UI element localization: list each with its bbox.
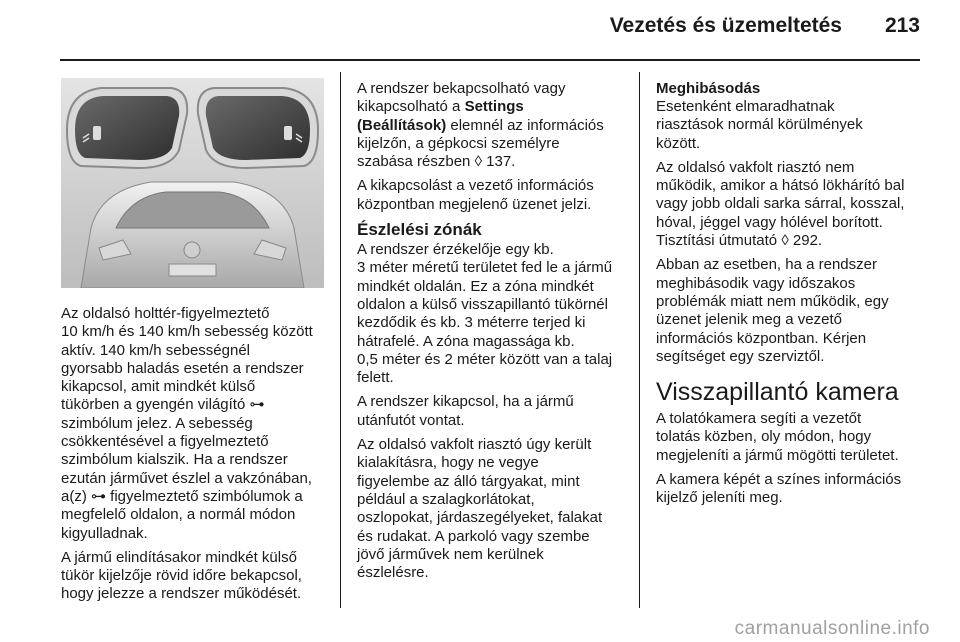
settings-menu-label-hu: (Beállítások) xyxy=(357,116,447,134)
settings-menu-label: Settings xyxy=(464,98,524,116)
header-divider xyxy=(60,59,920,61)
page-number: 213 xyxy=(884,14,920,37)
paragraph: A kamera képét a színes információs kijelző jeleníti meg. xyxy=(656,471,902,507)
column-1 xyxy=(61,305,331,610)
paragraph: Az oldalsó vakfolt riasztó nem működik, amikor a hátsó lökhárító bal vagy jobb oldali sarka sárral, kosszal, hóval, jéggel vagy hólével borított. Tisztítási útmutató ◊ 292. xyxy=(656,158,905,250)
paragraph: A rendszer érzékelője egy kb. 3 méter méretű területet fed le a jármű mindkét oldalán. Ez a zóna mindkét oldalon a külső visszapillantó tükörnél kezdődik és kb. 3 méterre terjed ki hátrafelé. A zóna magassága kb. 0,5 méter és 2 méter között van a talaj felett. xyxy=(357,241,613,387)
paragraph: A tolatókamera segíti a vezetőt tolatás közben, oly módon, hogy megjeleníti a jármű mögötti területet. xyxy=(656,410,899,464)
paragraph: Az oldalsó vakfolt riasztó úgy került kialakításra, hogy ne vegye figyelembe az álló tárgyakat, mint például a szalagkorlátokat, oszlopokat, járdaszegélyeket, falakat és rudakat. A parkoló vagy szembe jövő járművek nem kerülnek észlelésre. xyxy=(357,436,603,582)
subheading-malfunction: Meghibásodás xyxy=(656,80,761,97)
paragraph: Esetenként elmaradhatnak riasztások normál körülmények között. xyxy=(656,98,863,152)
paragraph: Abban az esetben, ha a rendszer meghibásodik vagy időszakos problémák miatt nem működik, egy üzenet jelenik meg a vezető információs központban. Kérjen segítséget egy szerviztől. xyxy=(656,256,889,365)
paragraph: A kikapcsolást a vezető információs központban megjelenő üzenet jelzi. xyxy=(357,177,594,213)
column-3 xyxy=(656,80,926,514)
page-header-title: Vezetés és üzemeltetés xyxy=(609,14,842,37)
subheading-detection-zones: Észlelési zónák xyxy=(357,220,482,240)
column-2 xyxy=(357,80,627,588)
section-title-rear-camera: Visszapillantó kamera xyxy=(656,378,899,407)
illustration-blind-spot-mirrors xyxy=(61,78,324,288)
paragraph: A jármű elindításakor mindkét külső tükör kijelzője rövid időre bekapcsol, hogy jelezze a rendszer működését. xyxy=(61,548,302,603)
page-header xyxy=(0,0,960,60)
paragraph: A rendszer bekapcsolható vagy kikapcsolható a Settings (Beállítások) elemnél az információs kijelzőn, a gépkocsi személyre szabása részben ◊ 137. xyxy=(357,80,604,171)
watermark: carmanualsonline.info xyxy=(734,618,930,639)
car-mirrors-illustration xyxy=(61,78,324,288)
paragraph: A rendszer kikapcsol, ha a jármű utánfutót vontat. xyxy=(357,393,574,429)
paragraph: Az oldalsó holttér-figyelmeztető 10 km/h és 140 km/h sebesség között aktív. 140 km/h sebességnél gyorsabb haladás esetén a rendszer kikapcsol, amit mindkét külső tükörben a gyengén világító ⊶ szimbólum jelez. A sebesség csökkentésével a figyelmeztető szimbólum kialszik. Ha a rendszer ezután járművet észlel a vakzónában, a(z) ⊶ figyelmeztető szimbólumok a megfelelő oldalon, a normál módon kigyulladnak. xyxy=(61,305,313,542)
column-divider-1 xyxy=(340,72,341,608)
column-divider-2 xyxy=(639,72,640,608)
